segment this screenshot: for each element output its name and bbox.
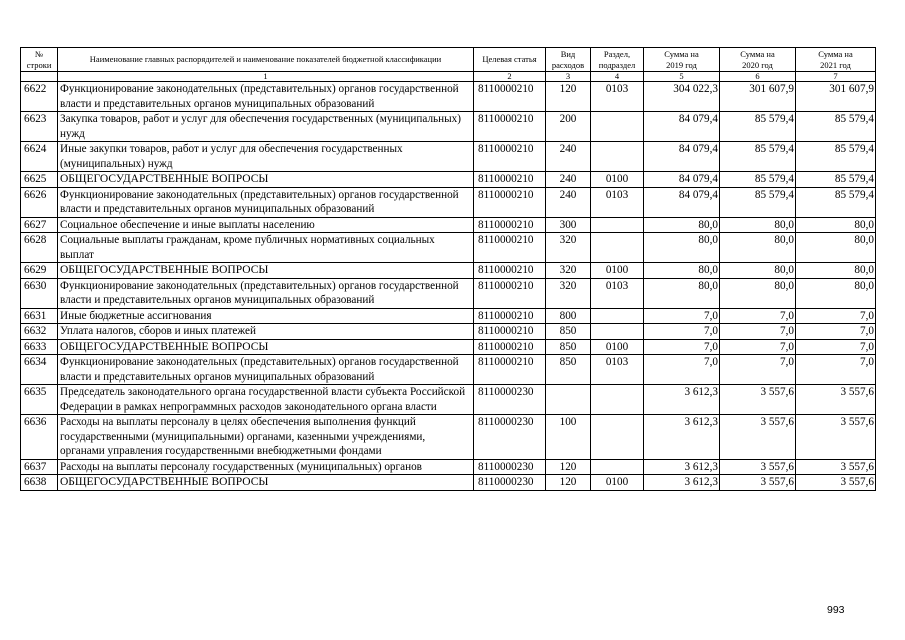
row-number: 6622	[21, 82, 58, 112]
sum-2020: 85 579,4	[720, 187, 796, 217]
section-code	[591, 142, 644, 172]
sum-2019: 80,0	[644, 233, 720, 263]
table-body	[21, 82, 876, 491]
sum-2021: 85 579,4	[796, 187, 876, 217]
expense-type: 850	[546, 339, 591, 355]
sum-2020: 80,0	[720, 233, 796, 263]
target-article: 8110000230	[474, 385, 546, 415]
row-name: Расходы на выплаты персоналу государственных (муниципальных) органов	[58, 459, 474, 475]
sum-2019: 84 079,4	[644, 142, 720, 172]
row-number: 6624	[21, 142, 58, 172]
expense-type: 850	[546, 324, 591, 340]
column-number: 2	[474, 72, 546, 82]
table-row	[21, 308, 876, 324]
table-row	[21, 217, 876, 233]
column-number: 6	[720, 72, 796, 82]
target-article: 8110000210	[474, 278, 546, 308]
page-number: 993	[827, 604, 845, 616]
sum-2021: 80,0	[796, 217, 876, 233]
section-code: 0103	[591, 82, 644, 112]
row-name: ОБЩЕГОСУДАРСТВЕННЫЕ ВОПРОСЫ	[58, 475, 474, 491]
expense-type: 800	[546, 308, 591, 324]
table-row	[21, 142, 876, 172]
target-article: 8110000210	[474, 82, 546, 112]
sum-2021: 85 579,4	[796, 142, 876, 172]
target-article: 8110000210	[474, 308, 546, 324]
table-row	[21, 415, 876, 460]
row-number: 6627	[21, 217, 58, 233]
section-code: 0100	[591, 339, 644, 355]
budget-table	[20, 47, 876, 491]
column-number: 4	[591, 72, 644, 82]
sum-2020: 80,0	[720, 217, 796, 233]
row-number: 6637	[21, 459, 58, 475]
table-row	[21, 263, 876, 279]
header-section: Раздел, подраздел	[591, 48, 644, 72]
expense-type: 850	[546, 355, 591, 385]
target-article: 8110000210	[474, 187, 546, 217]
column-number: 1	[58, 72, 474, 82]
sum-2019: 80,0	[644, 217, 720, 233]
sum-2019: 84 079,4	[644, 112, 720, 142]
sum-2021: 80,0	[796, 278, 876, 308]
row-name: ОБЩЕГОСУДАРСТВЕННЫЕ ВОПРОСЫ	[58, 172, 474, 188]
sum-2019: 3 612,3	[644, 475, 720, 491]
row-number: 6625	[21, 172, 58, 188]
row-number: 6633	[21, 339, 58, 355]
sum-2019: 84 079,4	[644, 172, 720, 188]
expense-type: 240	[546, 172, 591, 188]
expense-type: 120	[546, 82, 591, 112]
sum-2020: 7,0	[720, 324, 796, 340]
expense-type: 240	[546, 187, 591, 217]
sum-2020: 85 579,4	[720, 172, 796, 188]
target-article: 8110000230	[474, 475, 546, 491]
header-target-article: Целевая статья	[474, 48, 546, 72]
sum-2020: 3 557,6	[720, 475, 796, 491]
row-number: 6635	[21, 385, 58, 415]
column-number	[21, 72, 58, 82]
sum-2020: 3 557,6	[720, 415, 796, 460]
sum-2021: 3 557,6	[796, 459, 876, 475]
table-row	[21, 475, 876, 491]
target-article: 8110000210	[474, 112, 546, 142]
expense-type: 320	[546, 263, 591, 279]
sum-2019: 7,0	[644, 355, 720, 385]
target-article: 8110000210	[474, 172, 546, 188]
section-code: 0103	[591, 278, 644, 308]
expense-type: 300	[546, 217, 591, 233]
header-sum-2020: Сумма на 2020 год	[720, 48, 796, 72]
target-article: 8110000230	[474, 459, 546, 475]
section-code: 0100	[591, 475, 644, 491]
row-name: Функционирование законодательных (представительных) органов государственной власти и представительных органов муниципальных образований	[58, 278, 474, 308]
expense-type: 200	[546, 112, 591, 142]
sum-2019: 7,0	[644, 324, 720, 340]
sum-2021: 7,0	[796, 324, 876, 340]
sum-2021: 85 579,4	[796, 172, 876, 188]
table-row	[21, 459, 876, 475]
sum-2019: 7,0	[644, 339, 720, 355]
sum-2020: 80,0	[720, 263, 796, 279]
section-code: 0103	[591, 187, 644, 217]
section-code	[591, 324, 644, 340]
row-number: 6632	[21, 324, 58, 340]
column-number: 3	[546, 72, 591, 82]
sum-2019: 7,0	[644, 308, 720, 324]
table-row	[21, 172, 876, 188]
row-number: 6630	[21, 278, 58, 308]
row-number: 6636	[21, 415, 58, 460]
sum-2019: 3 612,3	[644, 385, 720, 415]
sum-2020: 301 607,9	[720, 82, 796, 112]
row-name: Расходы на выплаты персоналу в целях обеспечения выполнения функций государственными (муниципальными) органами, казенными учреждениями, органами управления государственными внебюджетными фондами	[58, 415, 474, 460]
row-number: 6623	[21, 112, 58, 142]
row-number: 6626	[21, 187, 58, 217]
row-name: Председатель законодательного органа государственной власти субъекта Российской Федерации в рамках непрограммных расходов законодательного органа власти	[58, 385, 474, 415]
sum-2019: 80,0	[644, 263, 720, 279]
expense-type: 320	[546, 278, 591, 308]
table-row	[21, 385, 876, 415]
expense-type: 320	[546, 233, 591, 263]
sum-2020: 7,0	[720, 339, 796, 355]
sum-2019: 80,0	[644, 278, 720, 308]
target-article: 8110000210	[474, 217, 546, 233]
expense-type	[546, 385, 591, 415]
table-row	[21, 112, 876, 142]
table-row	[21, 324, 876, 340]
section-code: 0103	[591, 355, 644, 385]
row-name: Иные бюджетные ассигнования	[58, 308, 474, 324]
target-article: 8110000210	[474, 233, 546, 263]
table-row	[21, 233, 876, 263]
row-name: Функционирование законодательных (представительных) органов государственной власти и представительных органов муниципальных образований	[58, 355, 474, 385]
row-name: Закупка товаров, работ и услуг для обеспечения государственных (муниципальных) нужд	[58, 112, 474, 142]
row-name: Иные закупки товаров, работ и услуг для обеспечения государственных (муниципальных) нужд	[58, 142, 474, 172]
table-row	[21, 339, 876, 355]
row-number: 6634	[21, 355, 58, 385]
header-sum-2021: Сумма на 2021 год	[796, 48, 876, 72]
sum-2021: 3 557,6	[796, 385, 876, 415]
sum-2019: 304 022,3	[644, 82, 720, 112]
section-code	[591, 308, 644, 324]
sum-2020: 7,0	[720, 308, 796, 324]
expense-type: 120	[546, 475, 591, 491]
row-name: Функционирование законодательных (представительных) органов государственной власти и представительных органов муниципальных образований	[58, 187, 474, 217]
sum-2020: 85 579,4	[720, 142, 796, 172]
section-code	[591, 233, 644, 263]
target-article: 8110000230	[474, 415, 546, 460]
table-row	[21, 187, 876, 217]
sum-2020: 7,0	[720, 355, 796, 385]
section-code: 0100	[591, 172, 644, 188]
row-name: Уплата налогов, сборов и иных платежей	[58, 324, 474, 340]
row-number: 6638	[21, 475, 58, 491]
sum-2020: 80,0	[720, 278, 796, 308]
section-code	[591, 459, 644, 475]
sum-2021: 7,0	[796, 339, 876, 355]
header-expense-type: Вид расходов	[546, 48, 591, 72]
target-article: 8110000210	[474, 339, 546, 355]
section-code	[591, 112, 644, 142]
sum-2020: 85 579,4	[720, 112, 796, 142]
section-code	[591, 415, 644, 460]
table-row	[21, 82, 876, 112]
column-number-row	[21, 72, 876, 82]
expense-type: 100	[546, 415, 591, 460]
sum-2021: 80,0	[796, 233, 876, 263]
section-code: 0100	[591, 263, 644, 279]
column-number: 5	[644, 72, 720, 82]
target-article: 8110000210	[474, 142, 546, 172]
sum-2019: 3 612,3	[644, 459, 720, 475]
header-row-number: № строки	[21, 48, 58, 72]
sum-2019: 3 612,3	[644, 415, 720, 460]
sum-2020: 3 557,6	[720, 385, 796, 415]
header-sum-2019: Сумма на 2019 год	[644, 48, 720, 72]
sum-2021: 7,0	[796, 308, 876, 324]
header-name: Наименование главных распорядителей и наименование показателей бюджетной классификации	[58, 48, 474, 72]
row-name: Социальное обеспечение и иные выплаты населению	[58, 217, 474, 233]
target-article: 8110000210	[474, 355, 546, 385]
expense-type: 240	[546, 142, 591, 172]
row-name: Функционирование законодательных (представительных) органов государственной власти и представительных органов муниципальных образований	[58, 82, 474, 112]
row-number: 6631	[21, 308, 58, 324]
sum-2021: 80,0	[796, 263, 876, 279]
sum-2020: 3 557,6	[720, 459, 796, 475]
column-number: 7	[796, 72, 876, 82]
row-name: ОБЩЕГОСУДАРСТВЕННЫЕ ВОПРОСЫ	[58, 263, 474, 279]
table-header-row	[21, 48, 876, 72]
section-code	[591, 217, 644, 233]
sum-2021: 3 557,6	[796, 475, 876, 491]
row-number: 6628	[21, 233, 58, 263]
row-name: ОБЩЕГОСУДАРСТВЕННЫЕ ВОПРОСЫ	[58, 339, 474, 355]
sum-2021: 3 557,6	[796, 415, 876, 460]
table-row	[21, 355, 876, 385]
sum-2021: 301 607,9	[796, 82, 876, 112]
row-number: 6629	[21, 263, 58, 279]
sum-2019: 84 079,4	[644, 187, 720, 217]
sum-2021: 85 579,4	[796, 112, 876, 142]
sum-2021: 7,0	[796, 355, 876, 385]
target-article: 8110000210	[474, 324, 546, 340]
row-name: Социальные выплаты гражданам, кроме публичных нормативных социальных выплат	[58, 233, 474, 263]
section-code	[591, 385, 644, 415]
target-article: 8110000210	[474, 263, 546, 279]
table-row	[21, 278, 876, 308]
expense-type: 120	[546, 459, 591, 475]
